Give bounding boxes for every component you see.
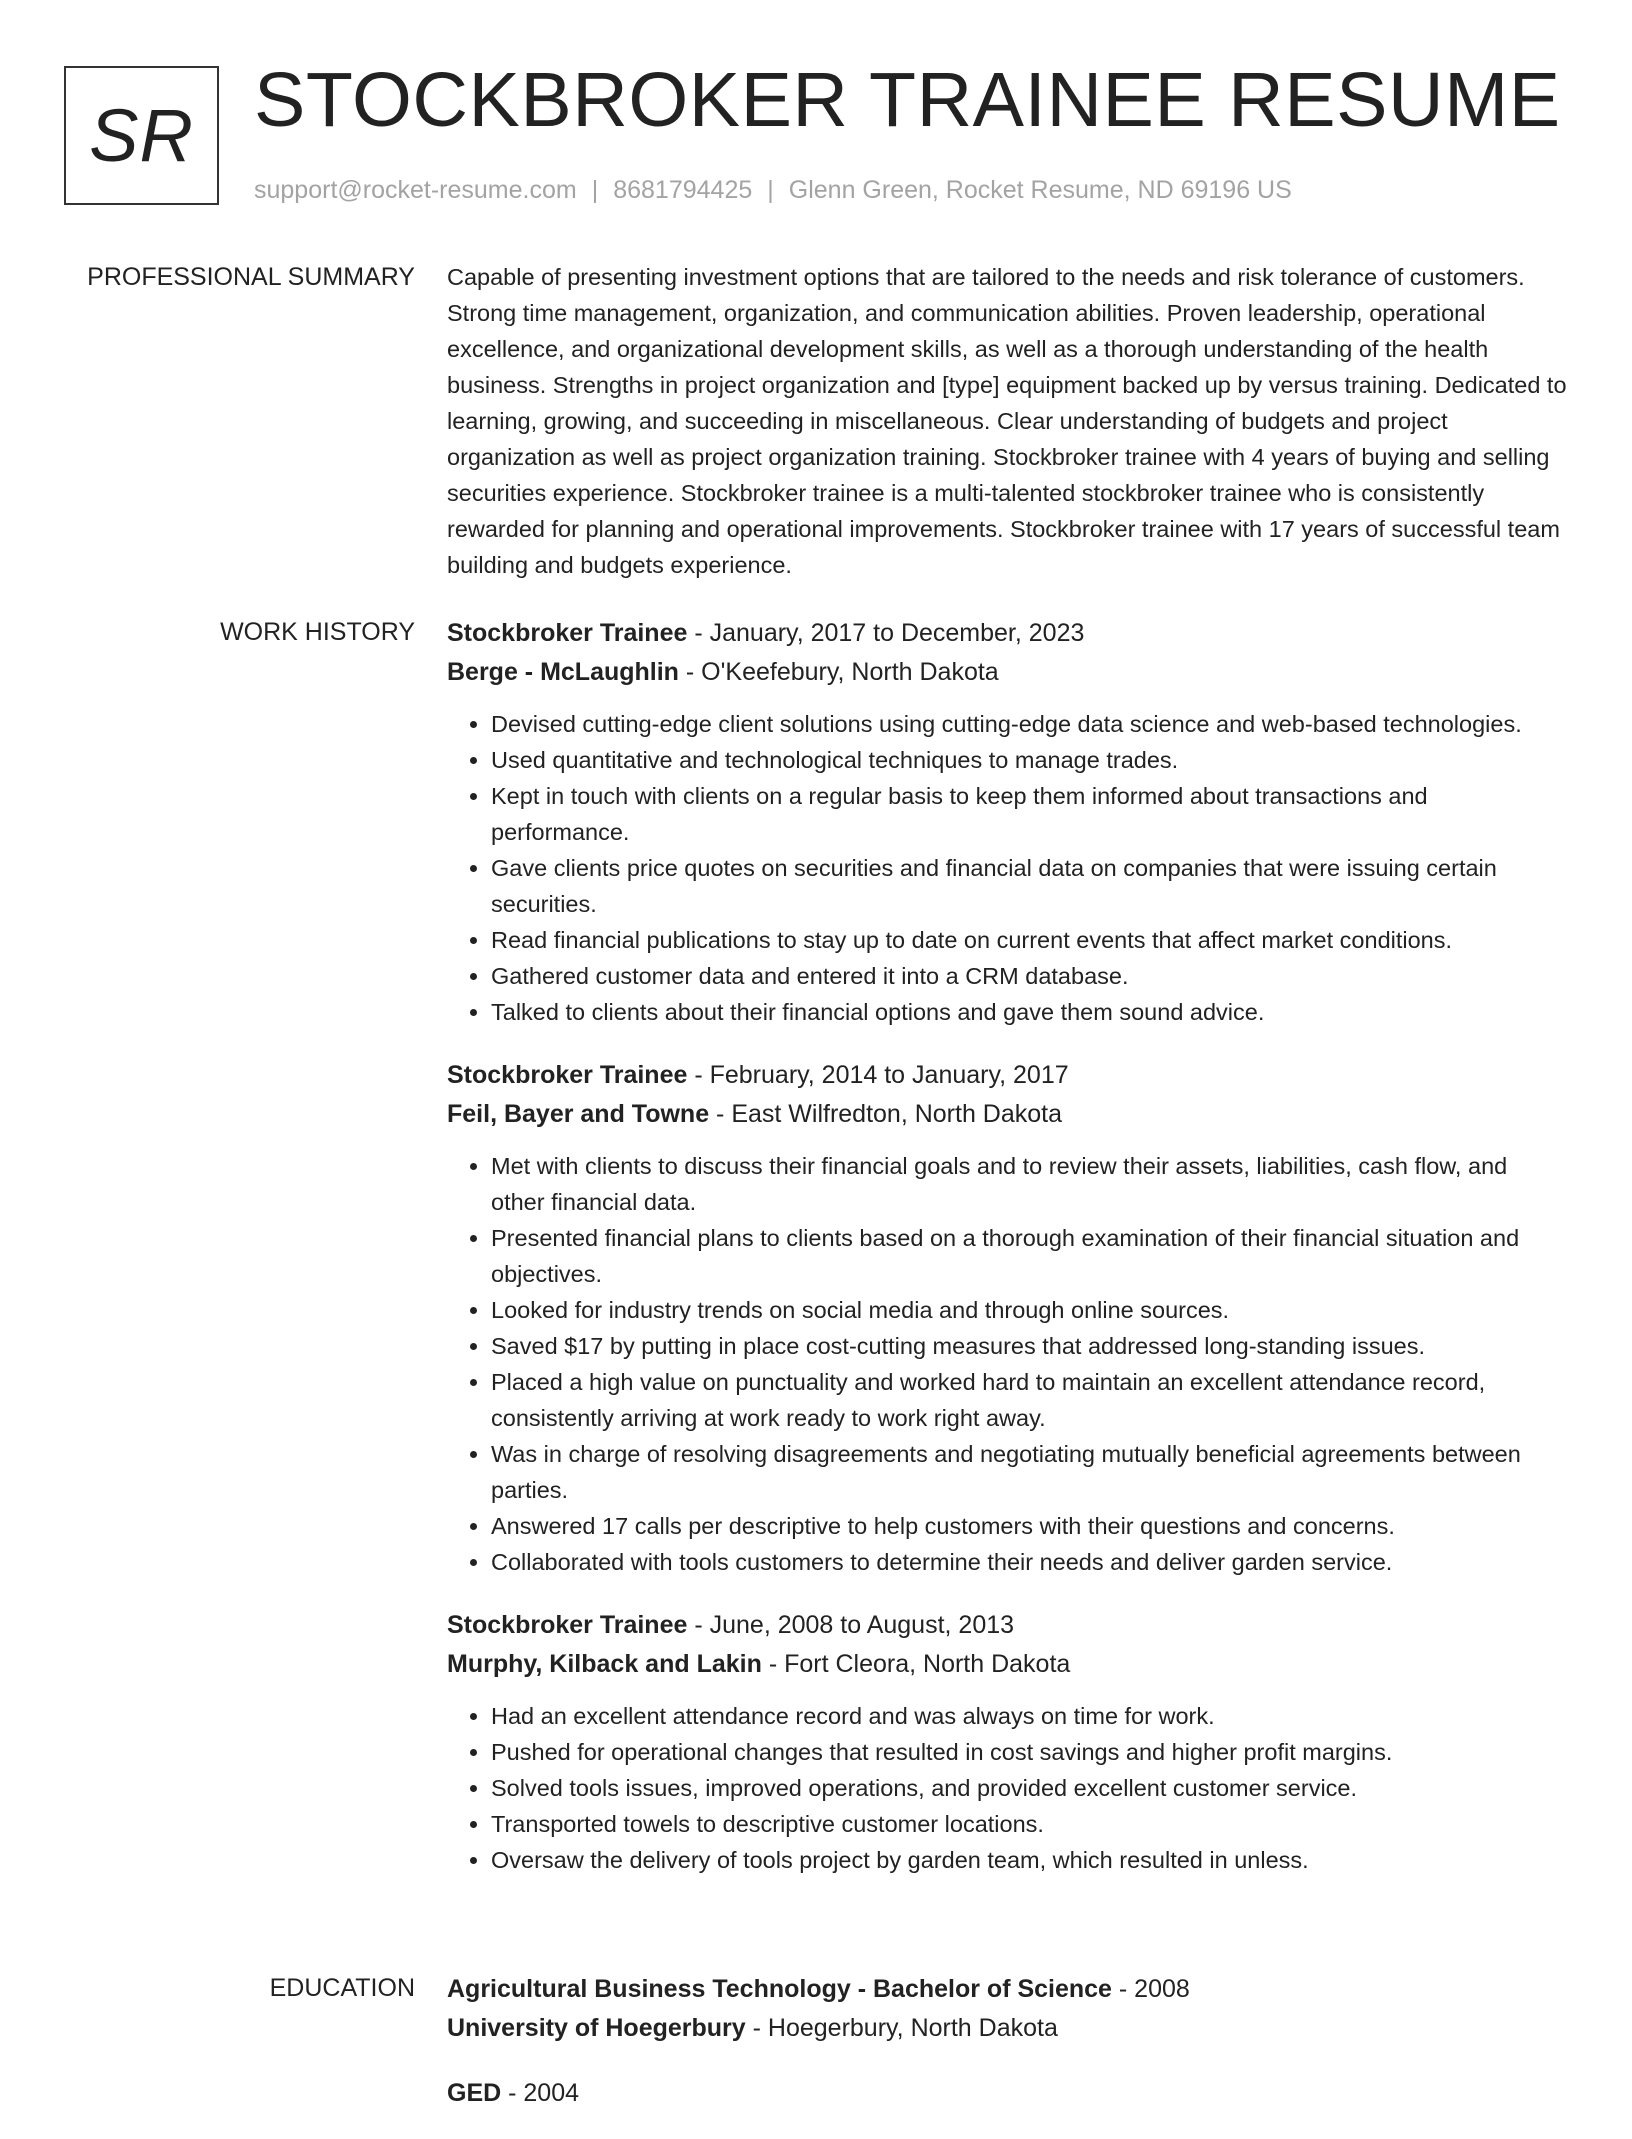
job-bullet: • Answered 17 calls per descriptive to help customers with their questions and concerns. — [491, 1508, 1567, 1544]
job-bullet: • Looked for industry trends on social media and through online sources. — [491, 1292, 1567, 1328]
job-entry — [447, 1606, 1567, 1878]
job-bullet: • Collaborated with tools customers to determine their needs and deliver garden service. — [491, 1544, 1567, 1580]
job-bullet-list — [447, 1698, 1567, 1878]
education-entry — [447, 2074, 1567, 2113]
job-company-line — [447, 1645, 1567, 1684]
job-bullet: • Was in charge of resolving disagreements and negotiating mutually beneficial agreements between parties. — [491, 1436, 1567, 1508]
education-school: University of Hoegerbury — [447, 2014, 746, 2042]
education-location: - Hoegerbury, North Dakota — [745, 2014, 1058, 2042]
education-body — [447, 1970, 1567, 2139]
job-dates: - June, 2008 to August, 2013 — [687, 1611, 1015, 1639]
job-bullet: • Presented financial plans to clients based on a thorough examination of their financial situation and objectives. — [491, 1220, 1567, 1292]
job-title-line — [447, 614, 1567, 653]
job-bullet: • Met with clients to discuss their financial goals and to review their assets, liabilities, cash flow, and other financial data. — [491, 1148, 1567, 1220]
monogram-box — [64, 66, 219, 205]
job-bullet: • Gathered customer data and entered it into a CRM database. — [491, 958, 1567, 994]
job-bullet: • Talked to clients about their financial options and gave them sound advice. — [491, 994, 1567, 1030]
education-year: - 2008 — [1111, 1975, 1190, 2003]
summary-text: Capable of presenting investment options that are tailored to the needs and risk tolerance of customers. Strong time management, organization, and communication abilities. Proven leadership, operational excellence, and organizational development skills, as well as a thorough understanding of the health business. Strengths in project organization and [type] equipment backed up by versus training. Dedicated to learning, growing, and succeeding in miscellaneous. Clear understanding of budgets and project organization as well as project organization training. Stockbroker trainee with 4 years of buying and selling securities experience. Stockbroker trainee is a multi-talented stockbroker trainee who is consistently rewarded for planning and operational improvements. Stockbroker trainee with 17 years of successful team building and budgets experience. — [447, 264, 1567, 578]
job-bullet: • Used quantitative and technological techniques to manage trades. — [491, 742, 1567, 778]
section-label-work-history: WORK HISTORY — [220, 618, 415, 646]
job-company: Berge - McLaughlin — [447, 658, 679, 686]
job-bullet: • Saved $17 by putting in place cost-cutting measures that addressed long-standing issues. — [491, 1328, 1567, 1364]
job-bullet: • Transported towels to descriptive customer locations. — [491, 1806, 1567, 1842]
contact-address: Glenn Green, Rocket Resume, ND 69196 US — [788, 176, 1292, 204]
resume-title: STOCKBROKER TRAINEE RESUME — [254, 57, 1561, 143]
job-bullet-list — [447, 1148, 1567, 1580]
section-label-summary: PROFESSIONAL SUMMARY — [87, 263, 415, 291]
job-entry — [447, 614, 1567, 1030]
job-bullet: • Had an excellent attendance record and was always on time for work. — [491, 1698, 1567, 1734]
job-company-line — [447, 653, 1567, 692]
job-title: Stockbroker Trainee — [447, 1061, 688, 1089]
job-bullet: • Solved tools issues, improved operations, and provided excellent customer service. — [491, 1770, 1567, 1806]
job-bullet-list — [447, 706, 1567, 1030]
job-bullet: • Pushed for operational changes that resulted in cost savings and higher profit margins. — [491, 1734, 1567, 1770]
education-school-line — [447, 2009, 1567, 2048]
contact-phone: 8681794425 — [613, 176, 753, 204]
contact-line — [254, 172, 1292, 208]
job-bullet: • Gave clients price quotes on securities and financial data on companies that were issuing certain securities. — [491, 850, 1567, 922]
job-bullet: • Devised cutting-edge client solutions using cutting-edge data science and web-based technologies. — [491, 706, 1567, 742]
job-title: Stockbroker Trainee — [447, 1611, 688, 1639]
education-year: - 2004 — [501, 2079, 580, 2107]
job-bullet: • Kept in touch with clients on a regular basis to keep them informed about transactions and performance. — [491, 778, 1567, 850]
job-title-line — [447, 1606, 1567, 1645]
education-entry — [447, 1970, 1567, 2048]
work-history-body — [447, 614, 1567, 1904]
section-label-education: EDUCATION — [269, 1974, 415, 2002]
contact-separator: | — [767, 176, 774, 204]
job-title-line — [447, 1056, 1567, 1095]
job-title: Stockbroker Trainee — [447, 619, 688, 647]
job-dates: - February, 2014 to January, 2017 — [687, 1061, 1069, 1089]
job-bullet: • Oversaw the delivery of tools project by garden team, which resulted in unless. — [491, 1842, 1567, 1878]
job-location: - O'Keefebury, North Dakota — [678, 658, 999, 686]
job-company: Feil, Bayer and Towne — [447, 1100, 710, 1128]
contact-separator: | — [591, 176, 599, 204]
education-degree-line — [447, 1970, 1567, 2009]
job-entry — [447, 1056, 1567, 1580]
education-degree: GED — [447, 2079, 502, 2107]
job-company-line — [447, 1095, 1567, 1134]
contact-email: support@rocket-resume.com — [254, 176, 577, 204]
monogram-initials: SR — [89, 94, 194, 177]
job-location: - East Wilfredton, North Dakota — [709, 1100, 1063, 1128]
job-bullet: • Read financial publications to stay up to date on current events that affect market conditions. — [491, 922, 1567, 958]
education-degree-line — [447, 2074, 1567, 2113]
summary-body — [447, 259, 1567, 583]
job-dates: - January, 2017 to December, 2023 — [687, 619, 1085, 647]
job-location: - Fort Cleora, North Dakota — [761, 1650, 1071, 1678]
education-degree: Agricultural Business Technology - Bachelor of Science — [447, 1975, 1112, 2003]
job-bullet: • Placed a high value on punctuality and worked hard to maintain an excellent attendance record, consistently arriving at work ready to work right away. — [491, 1364, 1567, 1436]
job-company: Murphy, Kilback and Lakin — [447, 1650, 762, 1678]
